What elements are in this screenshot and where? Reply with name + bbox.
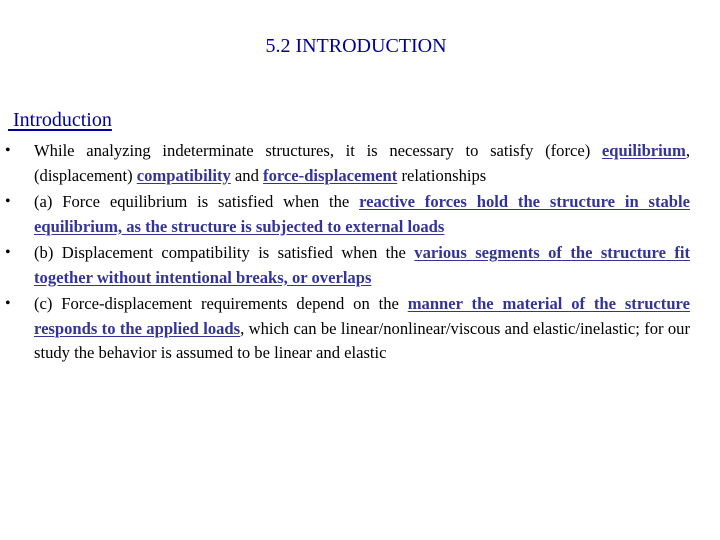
bullet-text: relationships: [397, 165, 487, 185]
highlight-equilibrium: equilibrium: [601, 141, 686, 160]
highlight-segments-fit: various segments of the structure fit together without intentional breaks, or overlaps: [34, 243, 690, 287]
bullet-text: , which can be linear/nonlinear/viscous and elastic/inelastic; for our study the behavior is assumed to be linear and elastic: [34, 318, 691, 362]
highlight-reactive-forces: reactive forces hold the structure in stable equilibrium, as the structure is subjected to external loads: [34, 192, 691, 236]
bullet-text: (b) Displacement compatibility is satisfied when the: [34, 243, 415, 262]
bullet-text: and: [230, 165, 264, 185]
bullet-list: [0, 139, 720, 368]
bullet-item-equilibrium-relationships: [0, 139, 690, 188]
bullet-text: , (displacement): [34, 141, 690, 185]
highlight-force-displacement: force-displacement: [263, 165, 398, 185]
bullet-text: (c) Force-displacement requirements depend on the: [34, 294, 408, 313]
section-heading: Introduction: [8, 109, 112, 131]
slide-title: 5.2 INTRODUCTION: [265, 35, 447, 57]
bullet-item-force-equilibrium: [0, 190, 690, 239]
bullet-icon: •: [5, 244, 11, 261]
highlight-material-response: manner the material of the structure responds to the applied loads: [34, 294, 690, 338]
bullet-icon: •: [5, 142, 11, 159]
bullet-item-force-displacement-requirements: [0, 292, 690, 366]
bullet-text: (a) Force equilibrium is satisfied when the: [34, 192, 360, 211]
highlight-compatibility: compatibility: [136, 165, 231, 185]
bullet-item-displacement-compatibility: [0, 241, 690, 290]
bullet-icon: •: [5, 295, 11, 312]
bullet-text: While analyzing indeterminate structures, it is necessary to satisfy (force): [34, 141, 602, 160]
bullet-icon: •: [5, 193, 11, 210]
